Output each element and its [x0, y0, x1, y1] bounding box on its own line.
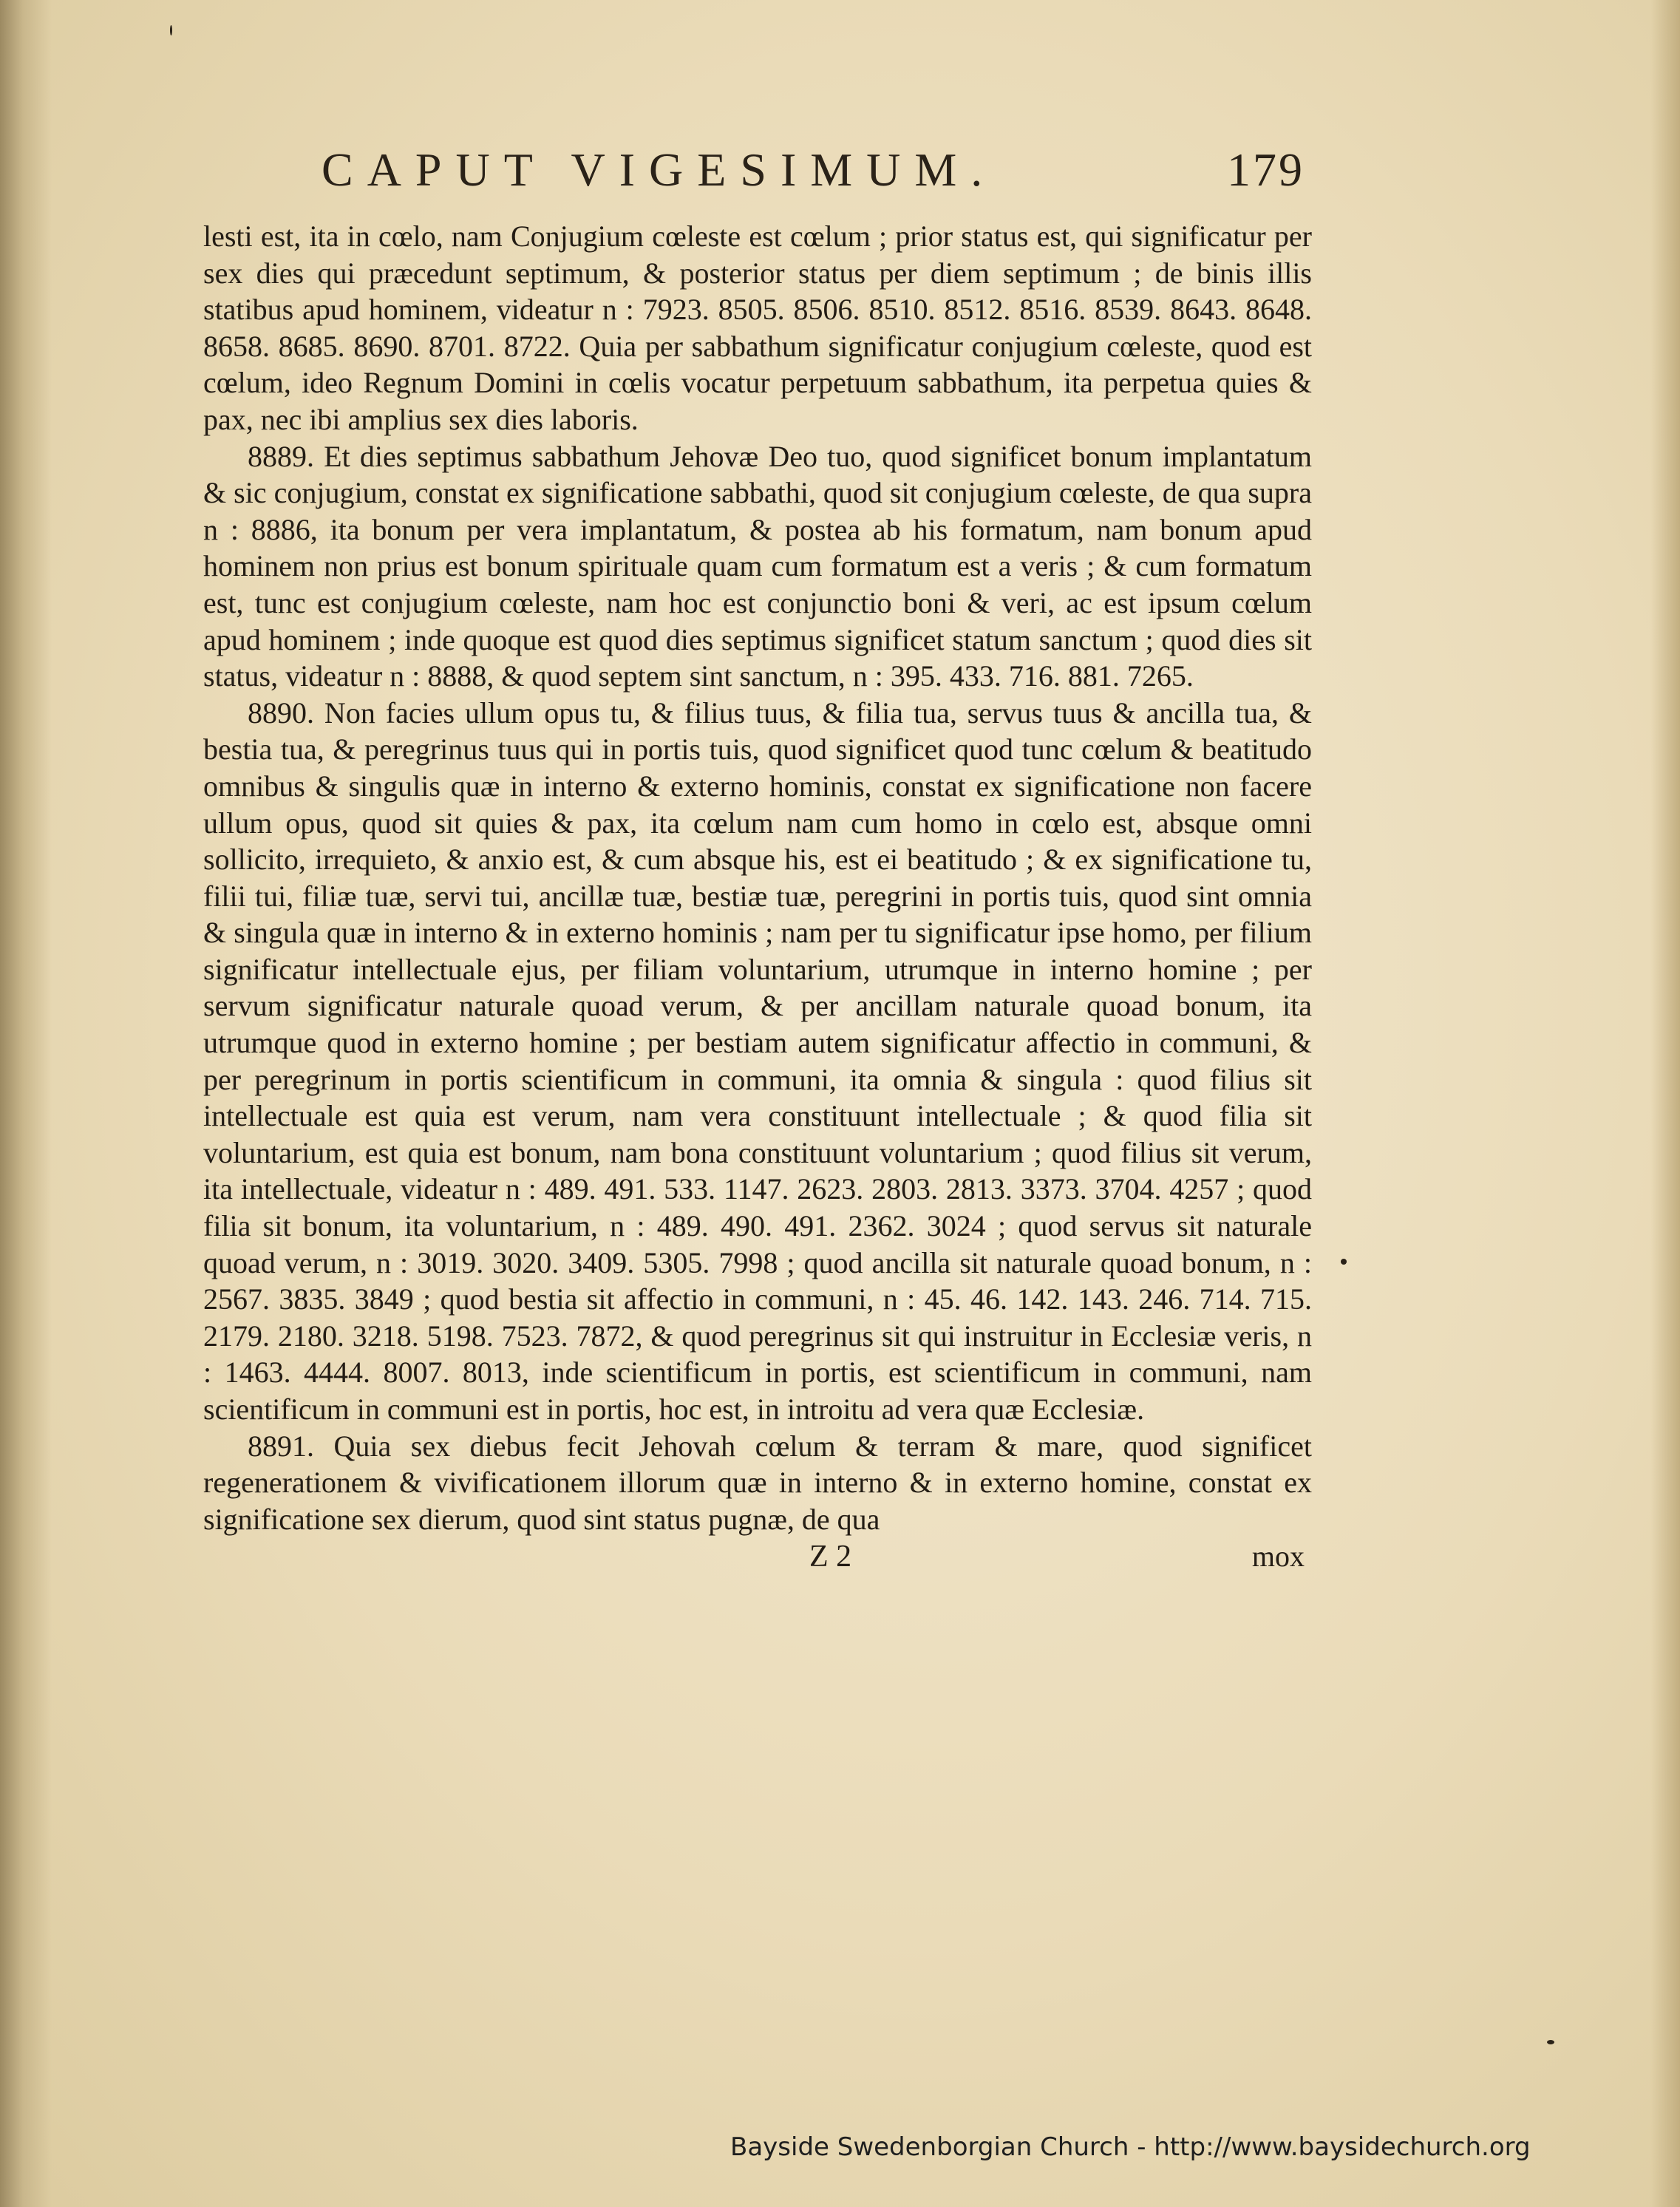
page-number: 179: [1227, 143, 1305, 196]
running-head: [203, 137, 1312, 218]
ink-speck: [170, 25, 172, 35]
paragraph-continuation: lesti est, ita in cœlo, nam Conjugium cœleste est cœlum ; prior status est, qui significatur per sex dies qui præcedunt septimum, & posterior status per diem septimum ; de binis illis statibus apud hominem, videatur n : 7923. 8505. 8506. 8510. 8512. 8516. 8539. 8643. 8648. 8658. 8685. 8690. 8701. 8722. Quia per sabbathum significatur conjugium cœleste, quod est cœlum, ideo Regnum Domini in cœlis vocatur perpetuum sabbathum, ita perpetua quies & pax, nec ibi amplius sex dies laboris.: [203, 220, 1312, 436]
paragraph-8889: 8889. Et dies septimus sabbathum Jehovæ Deo tuo, quod significet bonum implantatum & sic conjugium, constat ex significatione sabbathi, quod sit conjugium cœleste, de qua supra n : 8886, ita bonum per vera implantatum, & postea ab his formatum, nam bonum apud hominem non prius est bonum spirituale quam cum formatum est a veris ; & cum formatum est, tunc est conjugium cœleste, nam hoc est conjunctio boni & veri, ac est ipsum cœlum apud hominem ; inde quoque est quod dies septimus significet statum sanctum ; quod dies sit status, videatur n : 8888, & quod septem sint sanctum, n : 395. 433. 716. 881. 7265.: [203, 439, 1312, 693]
running-title: CAPUT VIGESIMUM.: [322, 143, 997, 196]
page-footer: [203, 1539, 1312, 1580]
catchword: mox: [1251, 1540, 1305, 1574]
paragraph-8890: 8890. Non facies ullum opus tu, & filius tuus, & filia tua, servus tuus & ancilla tua, & bestia tua, & peregrinus tuus qui in portis tuis, quod significet quod tunc cœlum & beatitudo omnibus & singulis quæ in interno & externo hominis, constat ex significatione non facere ullum opus, quod sit quies & pax, ita cœlum nam cum homo in cœlo est, absque omni sollicito, irrequieto, & anxio est, & cum absque his, est ei beatitudo ; & ex significatione tu, filii tui, filiæ tuæ, servi tui, ancillæ tuæ, bestiæ tuæ, peregrini in portis tuis, quod sint omnia & singula quæ in interno & in externo hominis ; nam per tu significatur ipse homo, per filium significatur intellectuale ejus, per filiam voluntarium, utrumque in interno homine ; per servum significatur naturale quoad verum, & per ancillam naturale quoad bonum, ita utrumque quod in externo homine ; per bestiam autem significatur affectio in communi, & per peregrinum in portis scientificum in communi, ita omnia & singula : quod filius sit intellectuale est quia est verum, nam vera constituunt intellectuale ; & quod filia sit voluntarium, est quia est bonum, nam bona constituunt voluntarium ; quod filius sit verum, ita intellectuale, videatur n : 489. 491. 533. 1147. 2623. 2803. 2813. 3373. 3704. 4257 ; quod filia sit bonum, ita voluntarium, n : 489. 490. 491. 2362. 3024 ; quod servus sit naturale quoad verum, n : 3019. 3020. 3409. 5305. 7998 ; quod ancilla sit naturale quoad bonum, n : 2567. 3835. 3849 ; quod bestia sit affectio in communi, n : 45. 46. 142. 143. 246. 714. 715. 2179. 2180. 3218. 5198. 7523. 7872, & quod peregrinus sit qui instruitur in Ecclesiæ veris, n : 1463. 4444. 8007. 8013, inde scientificum in portis, est scientificum in communi, nam scientificum in communi est in portis, hoc est, in introitu ad vera quæ Ecclesiæ.: [203, 696, 1312, 1426]
body-text: [203, 218, 1312, 1537]
binding-shadow: [0, 0, 52, 2207]
page-body: [203, 137, 1312, 1580]
ink-speck: [1547, 2040, 1554, 2044]
paragraph-8891: 8891. Quia sex diebus fecit Jehovah cœlum & terram & mare, quod significet regenerationem & vivificationem illorum quæ in interno & in externo homine, constat ex significatione sex dierum, quod sint status pugnæ, de qua: [203, 1429, 1312, 1536]
ink-speck: [1341, 1259, 1347, 1265]
signature-mark: Z 2: [809, 1540, 852, 1574]
page-edge-shadow: [1650, 0, 1680, 2207]
watermark-text: Bayside Swedenborgian Church - http://www.baysidechurch.org: [730, 2132, 1531, 2162]
